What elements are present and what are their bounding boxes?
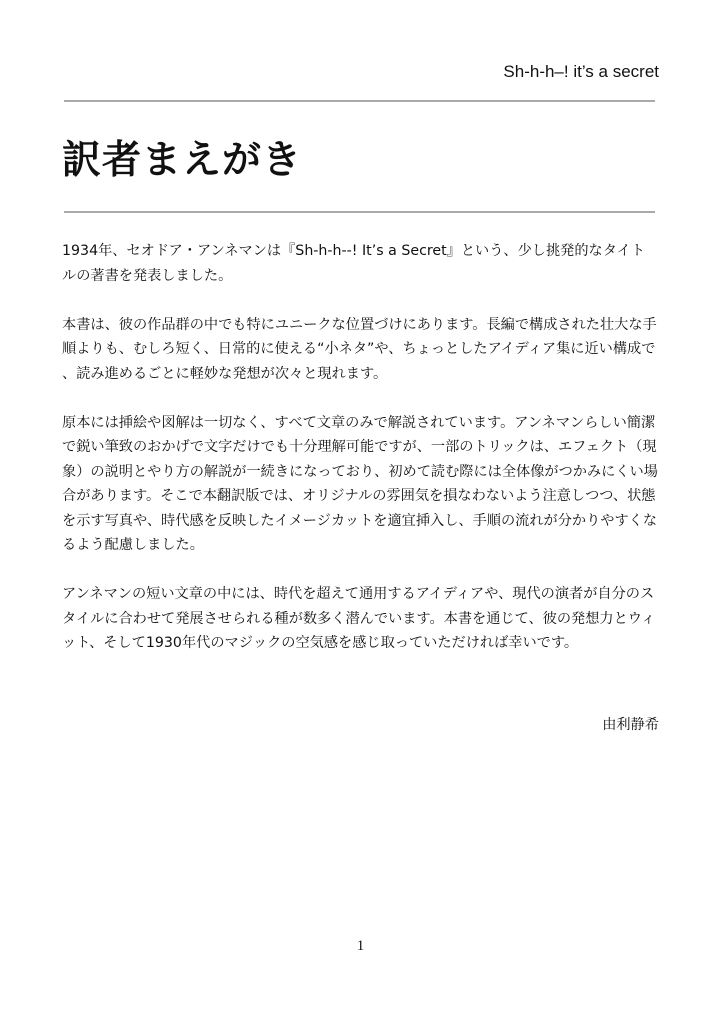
paragraph-4: アンネマンの短い文章の中には、時代を超えて通用するアイディアや、現代の演者が自分のスタイルに合わせて発展させられる種が数多く潜んでいます。本書を通じて、彼の発想力とウィット、そして1930年代のマジックの空気感を感じ取っていただければ幸いです。 — [62, 586, 656, 651]
page-number: 1 — [356, 938, 365, 954]
paragraph-3: 原本には挿絵や図解は一切なく、すべて文章のみで解説されています。アンネマンらしい簡潔で鋭い筆致のおかげで文字だけでも十分理解可能ですが、一部のトリックは、エフェクト（現象）の説明とやり方の解説が一続きになっており、初めて読む際には全体像がつかみにくい場合があります。そこで本翻訳版では、オリジナルの雰囲気を損なわないよう注意しつつ、状態を示す写真や、時代感を反映したイメージカットを適宜挿入し、手順の流れが分かりやすくなるよう配慮しました。 — [62, 414, 658, 553]
translator-signature: 由利静希 — [602, 717, 659, 733]
running-header: Sh-h-h–! it’s a secret — [503, 62, 659, 81]
body-text — [62, 239, 658, 680]
paragraph-1: 1934年、セオドア・アンネマンは『Sh-h-h--! It’s a Secret』という、少し挑発的なタイトルの著書を発表しました。 — [62, 243, 646, 284]
chapter-title: 訳者まえがき — [62, 138, 303, 183]
title-divider — [64, 211, 655, 213]
header-divider — [64, 100, 655, 102]
paragraph-2: 本書は、彼の作品群の中でも特にユニークな位置づけにあります。長編で構成された壮大な手順よりも、むしろ短く、日常的に使える“小ネタ”や、ちょっとしたアイディア集に近い構成で、読み進めるごとに軽妙な発想が次々と現れます。 — [62, 316, 657, 382]
